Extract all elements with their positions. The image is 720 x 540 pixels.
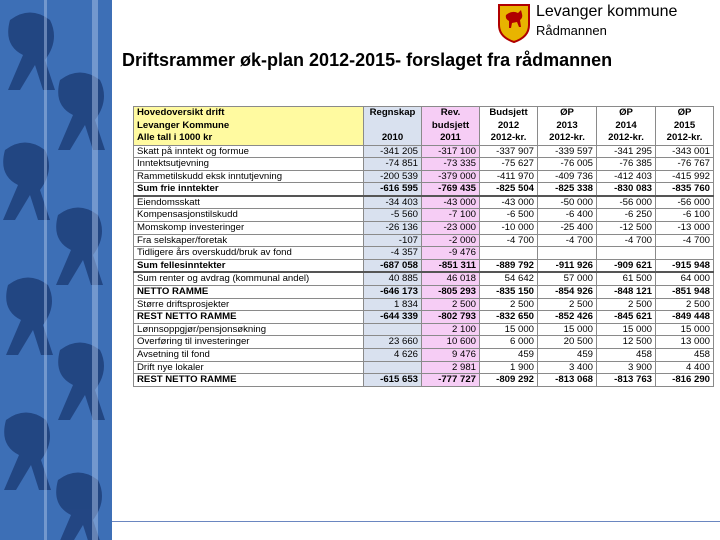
row-label: Kompensasjonstilskudd [134,209,364,222]
table-cell: -412 403 [597,170,656,183]
table-cell: -915 948 [656,259,714,272]
table-row [134,298,714,311]
header-column-cell: 2011 [422,132,480,145]
budget-table [133,106,714,387]
table-cell: -5 560 [364,209,422,222]
table-cell: -835 150 [480,286,538,299]
table-row [134,374,714,387]
table-cell: -825 338 [538,183,597,196]
table-row [134,170,714,183]
table-cell: -411 970 [480,170,538,183]
table-cell: -50 000 [538,196,597,209]
table-cell: -813 068 [538,374,597,387]
table-cell: 2 100 [422,323,480,336]
table-cell: -848 121 [597,286,656,299]
table-cell: -200 539 [364,170,422,183]
table-cell: -802 793 [422,311,480,324]
table-cell: -23 000 [422,222,480,235]
table-cell: -777 727 [422,374,480,387]
header-label-cell: Alle tall i 1000 kr [134,132,364,145]
table-cell: -4 700 [538,234,597,247]
table-cell: 4 626 [364,349,422,362]
table-cell: 459 [480,349,538,362]
table-cell: -845 621 [597,311,656,324]
table-cell: 2 500 [538,298,597,311]
table-cell: -646 173 [364,286,422,299]
table-cell: 4 400 [656,361,714,374]
table-cell: 46 018 [422,272,480,285]
table-cell: -7 100 [422,209,480,222]
table-row [134,183,714,196]
table-cell: -56 000 [656,196,714,209]
table-cell: 2 500 [656,298,714,311]
header-column-cell [364,120,422,133]
row-label: Momskomp investeringer [134,222,364,235]
table-row [134,259,714,272]
table-cell: 3 400 [538,361,597,374]
table-cell: 2 500 [597,298,656,311]
table-row [134,323,714,336]
table-cell: -830 083 [597,183,656,196]
header-column-cell: budsjett [422,120,480,133]
footer-divider [112,521,720,522]
table-cell: -6 100 [656,209,714,222]
header-column-cell: 2012 [480,120,538,133]
table-cell: -4 700 [480,234,538,247]
table-row [134,145,714,158]
horse-pattern-icon [0,0,112,540]
table-cell: -73 335 [422,158,480,171]
sidebar-horse-pattern [0,0,112,540]
table-cell: 2 500 [480,298,538,311]
table-cell: -13 000 [656,222,714,235]
table-cell: -6 500 [480,209,538,222]
table-cell: 54 642 [480,272,538,285]
table-cell: -854 926 [538,286,597,299]
table-cell: -6 250 [597,209,656,222]
table-cell: -687 058 [364,259,422,272]
table-row [134,311,714,324]
row-label: Fra selskaper/foretak [134,234,364,247]
table-cell [538,247,597,260]
table-cell: -849 448 [656,311,714,324]
table-cell: -911 926 [538,259,597,272]
table-cell: 12 500 [597,336,656,349]
table-cell: -4 700 [597,234,656,247]
row-label: Eiendomsskatt [134,196,364,209]
row-label: NETTO RAMME [134,286,364,299]
table-cell: -2 000 [422,234,480,247]
header-column-cell: 2012-kr. [656,132,714,145]
table-cell: -4 357 [364,247,422,260]
header-column-cell: ØP [656,107,714,120]
table-cell: 2 500 [422,298,480,311]
table-header-row [134,132,714,145]
table-cell: -43 000 [480,196,538,209]
table-row [134,286,714,299]
table-row [134,349,714,362]
table-cell [480,247,538,260]
row-label: Drift nye lokaler [134,361,364,374]
table-cell: 6 000 [480,336,538,349]
table-row [134,361,714,374]
table-cell: 1 900 [480,361,538,374]
table-cell: -9 476 [422,247,480,260]
table-cell: -25 400 [538,222,597,235]
table-cell: 10 600 [422,336,480,349]
table-row [134,222,714,235]
row-label: Skatt på inntekt og formue [134,145,364,158]
header-column-cell: Rev. [422,107,480,120]
table-cell: -832 650 [480,311,538,324]
table-cell: 64 000 [656,272,714,285]
table-cell: -43 000 [422,196,480,209]
row-label: Rammetilskudd eksk inntutjevning [134,170,364,183]
table-cell: 57 000 [538,272,597,285]
table-cell: 459 [538,349,597,362]
table-cell: -341 295 [597,145,656,158]
slide-title: Driftsrammer øk-plan 2012-2015- forslaget fra rådmannen [122,50,613,70]
table-cell: -343 001 [656,145,714,158]
header-column-cell: 2010 [364,132,422,145]
table-cell: -76 385 [597,158,656,171]
header-column-cell: 2012-kr. [538,132,597,145]
row-label: REST NETTO RAMME [134,374,364,387]
table-row [134,158,714,171]
table-cell: -34 403 [364,196,422,209]
header-label-cell: Hovedoversikt drift [134,107,364,120]
header-column-cell: 2014 [597,120,656,133]
table-cell: -56 000 [597,196,656,209]
org-subtitle: Rådmannen [536,23,607,38]
table-cell: -851 948 [656,286,714,299]
header-column-cell: 2015 [656,120,714,133]
row-label: REST NETTO RAMME [134,311,364,324]
row-label: Tidligere års overskudd/bruk av fond [134,247,364,260]
municipality-logo-icon [497,3,531,43]
header-column-cell: ØP [538,107,597,120]
row-label: Avsetning til fond [134,349,364,362]
row-label: Sum frie inntekter [134,183,364,196]
table-cell [597,247,656,260]
table-cell: -6 400 [538,209,597,222]
table-cell: 20 500 [538,336,597,349]
table-row [134,247,714,260]
table-cell: -76 767 [656,158,714,171]
table-cell: 458 [656,349,714,362]
table-header-row [134,107,714,120]
table-header-row [134,120,714,133]
table-cell: -12 500 [597,222,656,235]
header-column-cell: Budsjett [480,107,538,120]
header-column-cell: 2013 [538,120,597,133]
table-cell: -909 621 [597,259,656,272]
table-cell: -415 992 [656,170,714,183]
table-cell: -107 [364,234,422,247]
table-cell: -852 426 [538,311,597,324]
table-cell: -889 792 [480,259,538,272]
table-cell: 61 500 [597,272,656,285]
table-cell: -76 005 [538,158,597,171]
table-cell: 1 834 [364,298,422,311]
table-cell: -339 597 [538,145,597,158]
table-cell: -74 851 [364,158,422,171]
horse-shield-icon [497,3,531,43]
table-cell: -4 700 [656,234,714,247]
table-cell: -769 435 [422,183,480,196]
header-column-cell: 2012-kr. [597,132,656,145]
row-label: Inntektsutjevning [134,158,364,171]
table-row [134,336,714,349]
table-cell: -379 000 [422,170,480,183]
table-cell: -816 290 [656,374,714,387]
table-cell: -409 736 [538,170,597,183]
table-cell: 15 000 [480,323,538,336]
header-column-cell: ØP [597,107,656,120]
org-name: Levanger kommune [536,3,678,20]
table-cell: -835 760 [656,183,714,196]
table-cell [364,323,422,336]
table-cell [656,247,714,260]
row-label: Større driftsprosjekter [134,298,364,311]
header-column-cell: Regnskap [364,107,422,120]
table-cell: 458 [597,349,656,362]
table-cell: -75 627 [480,158,538,171]
table-cell: -809 292 [480,374,538,387]
table-cell: -341 205 [364,145,422,158]
table-cell: -616 595 [364,183,422,196]
row-label: Sum fellesinntekter [134,259,364,272]
table-cell [364,361,422,374]
table-row [134,272,714,285]
row-label: Lønnsoppgjør/pensjonsøkning [134,323,364,336]
table-cell: 2 981 [422,361,480,374]
table-cell: 3 900 [597,361,656,374]
table-cell: 13 000 [656,336,714,349]
table-cell: -825 504 [480,183,538,196]
table-cell: -805 293 [422,286,480,299]
row-label: Overføring til investeringer [134,336,364,349]
table-cell: 15 000 [538,323,597,336]
table-cell: 23 660 [364,336,422,349]
table-cell: -813 763 [597,374,656,387]
table-cell: -644 339 [364,311,422,324]
table-cell: 9 476 [422,349,480,362]
table-row [134,234,714,247]
table-row [134,209,714,222]
row-label: Sum renter og avdrag (kommunal andel) [134,272,364,285]
table-cell: 15 000 [597,323,656,336]
table-cell: -10 000 [480,222,538,235]
table-cell: 15 000 [656,323,714,336]
header-column-cell: 2012-kr. [480,132,538,145]
table-cell: -337 907 [480,145,538,158]
table-cell: 40 885 [364,272,422,285]
table-cell: -317 100 [422,145,480,158]
table-cell: -26 136 [364,222,422,235]
table-cell: -615 653 [364,374,422,387]
table-cell: -851 311 [422,259,480,272]
table-row [134,196,714,209]
header-label-cell: Levanger Kommune [134,120,364,133]
